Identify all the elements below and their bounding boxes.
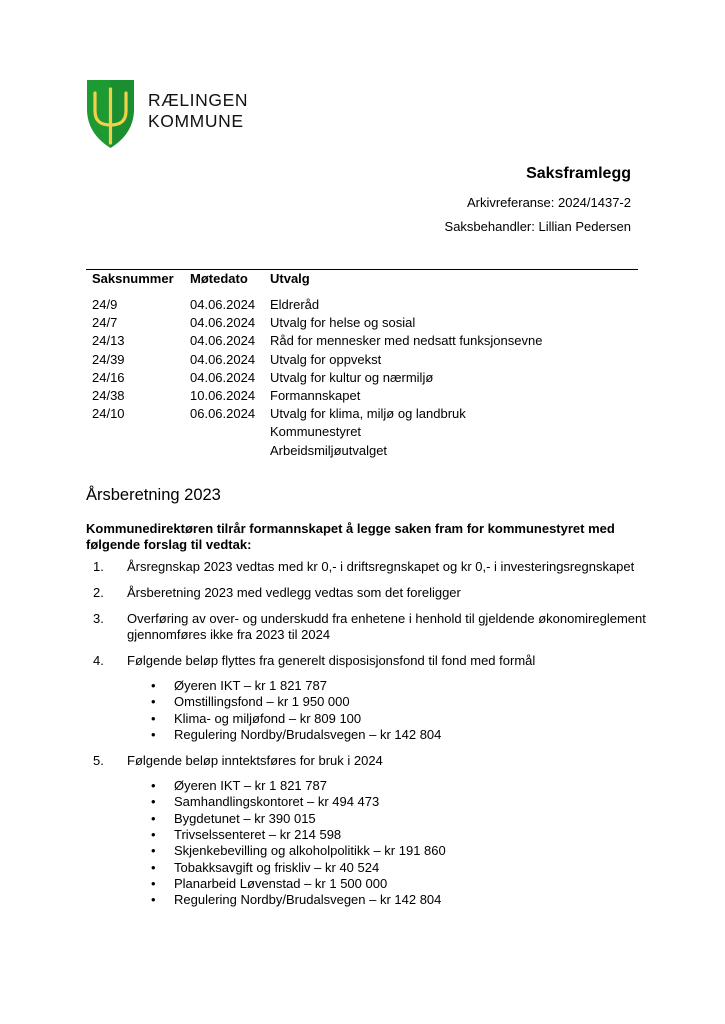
- proposal-item: [86, 611, 646, 643]
- committee-cell: Utvalg for klima, miljø og landbruk: [270, 406, 466, 422]
- bullet-text: Regulering Nordby/Brudalsvegen – kr 142 804: [174, 892, 442, 908]
- table-row: [92, 332, 570, 350]
- case-number-cell: 24/10: [92, 406, 125, 422]
- bullet-icon: •: [151, 778, 156, 794]
- bullet-item: [89, 843, 646, 859]
- bullet-icon: •: [151, 875, 156, 891]
- proposal-item: [86, 653, 646, 743]
- bullet-text: Øyeren IKT – kr 1 821 787: [174, 778, 327, 794]
- bullet-item: [89, 678, 646, 694]
- meeting-date-cell: 04.06.2024: [190, 297, 256, 312]
- bullet-list: [86, 678, 646, 743]
- table-row: [92, 387, 570, 405]
- meeting-date-cell: [190, 442, 270, 460]
- committee-cell: Kommunestyret: [270, 424, 362, 440]
- meeting-date-cell: 10.06.2024: [190, 387, 256, 403]
- bullet-item: [89, 892, 646, 908]
- bullet-text: Planarbeid Løvenstad – kr 1 500 000: [174, 875, 388, 891]
- bullet-icon: •: [151, 859, 156, 875]
- proposal-text: Overføring av over- og underskudd fra enhetene i henhold til gjeldende økonomireglement gjennomføres ikke fra 2023 til 2024: [127, 611, 646, 642]
- bullet-item: [89, 711, 646, 727]
- table-row: [92, 369, 570, 387]
- bullet-list: [86, 778, 646, 908]
- meeting-date-cell: 06.06.2024: [190, 406, 256, 422]
- committee-cell: Utvalg for kultur og nærmiljø: [270, 369, 434, 385]
- bullet-icon: •: [151, 810, 156, 826]
- bullet-item: [89, 694, 646, 710]
- table-body: [92, 296, 570, 460]
- recommendation-intro: Kommunedirektøren tilrår formannskapet å legge saken fram for kommunestyret med følgende forslag til vedtak:: [86, 521, 615, 552]
- logo-name-line1: RÆLINGEN: [148, 90, 249, 110]
- proposal-item: [86, 585, 646, 601]
- meeting-date-cell: [190, 423, 270, 441]
- document-type-heading: Saksframlegg: [526, 165, 631, 182]
- bullet-text: Trivselssenteret – kr 214 598: [174, 827, 342, 843]
- case-number-cell: 24/13: [92, 333, 125, 349]
- meeting-date-cell: 04.06.2024: [190, 315, 256, 331]
- meeting-date-cell: 04.06.2024: [190, 333, 256, 349]
- meeting-date-cell: 04.06.2024: [190, 369, 256, 385]
- bullet-text: Øyeren IKT – kr 1 821 787: [174, 678, 327, 693]
- bullet-text: Klima- og miljøfond – kr 809 100: [174, 710, 362, 726]
- committee-cell: Utvalg for oppvekst: [270, 351, 382, 367]
- proposal-number: 4.: [93, 653, 104, 668]
- case-number-cell: 24/16: [92, 369, 125, 385]
- table-row: [92, 442, 570, 460]
- table-row: [92, 296, 570, 314]
- bullet-text: Bygdetunet – kr 390 015: [174, 810, 316, 826]
- archive-reference: Arkivreferanse: 2024/1437-2: [466, 195, 631, 210]
- proposal-item: [86, 753, 646, 908]
- table-row: [92, 314, 570, 332]
- document-title: Årsberetning 2023: [86, 486, 221, 504]
- case-number-cell: 24/39: [92, 351, 125, 367]
- logo-name-line2: KOMMUNE: [148, 111, 244, 131]
- municipality-logo: [86, 79, 249, 151]
- proposal-number: 5.: [93, 753, 104, 769]
- proposal-number: 2.: [93, 585, 104, 600]
- proposal-text: Årsregnskap 2023 vedtas med kr 0,- i driftsregnskapet og kr 0,- i investeringsregnskapet: [127, 559, 635, 574]
- coat-of-arms-icon: [86, 79, 135, 149]
- case-number-cell: [92, 442, 190, 460]
- bullet-text: Tobakksavgift og friskliv – kr 40 524: [174, 859, 380, 875]
- bullet-item: [89, 860, 646, 876]
- committee-cell: Råd for mennesker med nedsatt funksjonsevne: [270, 333, 543, 349]
- bullet-icon: •: [151, 694, 156, 710]
- proposal-text: Følgende beløp flyttes fra generelt disposisjonsfond til fond med formål: [127, 653, 536, 668]
- proposal-text: Årsberetning 2023 med vedlegg vedtas som det foreligger: [127, 585, 461, 600]
- bullet-text: Omstillingsfond – kr 1 950 000: [174, 694, 350, 710]
- committee-cell: Formannskapet: [270, 387, 361, 403]
- bullet-item: [89, 727, 646, 743]
- bullet-icon: •: [151, 710, 156, 726]
- case-number-cell: [92, 423, 190, 441]
- case-number-cell: 24/9: [92, 297, 118, 312]
- bullet-icon: •: [151, 678, 156, 693]
- bullet-item: [89, 794, 646, 810]
- logo-wordmark: [148, 90, 248, 132]
- table-header-row: [92, 270, 570, 290]
- bullet-item: [89, 811, 646, 827]
- bullet-item: [89, 827, 646, 843]
- proposal-list: [86, 559, 646, 919]
- bullet-icon: •: [151, 827, 156, 843]
- table-row: [92, 351, 570, 369]
- bullet-text: Regulering Nordby/Brudalsvegen – kr 142 804: [174, 726, 442, 742]
- proposal-number: 3.: [93, 611, 104, 626]
- bullet-icon: •: [151, 726, 156, 742]
- bullet-text: Skjenkebevilling og alkoholpolitikk – kr 191 860: [174, 843, 446, 859]
- committee-cell: Arbeidsmiljøutvalget: [270, 442, 388, 458]
- bullet-item: [89, 778, 646, 794]
- proposal-item: [86, 559, 646, 575]
- proposal-number: 1.: [93, 559, 104, 574]
- table-row: [92, 423, 570, 441]
- committee-cell: Eldreråd: [270, 297, 320, 312]
- committee-cell: Utvalg for helse og sosial: [270, 315, 416, 331]
- header-case-number: Saksnummer: [92, 271, 174, 286]
- table-row: [92, 405, 570, 423]
- bullet-text: Samhandlingskontoret – kr 494 473: [174, 794, 380, 810]
- header-meeting-date: Møtedato: [190, 271, 248, 286]
- bullet-icon: •: [151, 843, 156, 859]
- proposal-text: Følgende beløp inntektsføres for bruk i 2024: [127, 753, 383, 769]
- bullet-icon: •: [151, 794, 156, 810]
- case-number-cell: 24/7: [92, 315, 118, 331]
- case-number-cell: 24/38: [92, 387, 125, 403]
- case-officer: Saksbehandler: Lillian Pedersen: [444, 219, 631, 234]
- meeting-table: [92, 270, 570, 460]
- meeting-date-cell: 04.06.2024: [190, 351, 256, 367]
- bullet-item: [89, 876, 646, 892]
- bullet-icon: •: [151, 892, 156, 908]
- header-committee: Utvalg: [270, 271, 310, 286]
